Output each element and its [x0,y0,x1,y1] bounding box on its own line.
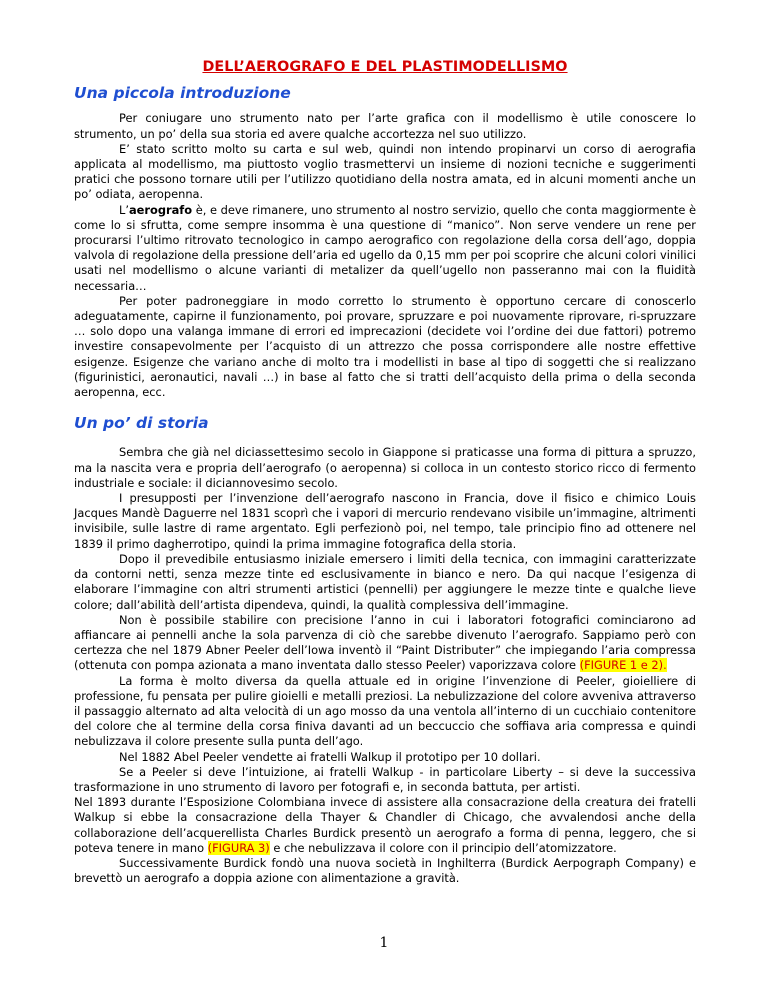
document-page [74,60,696,886]
paragraph-text: Nel 1893 durante l’Esposizione Colombiana invece di assistere alla consacrazione della creatura dei fratelli Walkup si ebbe la consacrazione della Thayer & Chandler di Chicago, che avvalendosi anche della collaborazione dell’acquerellista Charles Burdick presentò un aerografo a forma di penna, leggero, che si poteva tenere in mano [74,795,696,855]
paragraph: Per coniugare uno strumento nato per l’arte grafica con il modellismo è utile conoscere lo strumento, un po’ della sua storia ed avere qualche accortezza nel suo utilizzo. [74,111,696,141]
figure-reference: (FIGURE 1 e 2). [579,658,667,673]
paragraph: Dopo il prevedibile entusiasmo iniziale emersero i limiti della tecnica, con immagini caratterizzate da contorni netti, senza mezze tinte ed esclusivamente in bianco e nero. Da qui nacque l’esigenza di elaborare l’immagine con altri strumenti artistici (pennelli) per aggiungere le mezze tinte e qualche lieve colore; dall’abilità dell’artista dipendeva, quindi, la qualità complessiva dell’immagine. [74,551,696,612]
paragraph: I presupposti per l’invenzione dell’aerografo nascono in Francia, dove il fisico e chimico Louis Jacques Mandè Daguerre nel 1831 scoprì che i vapori di mercurio rendevano visibile un’immagine, altrimenti invisibile, sulle lastre di rame argentato. Egli perfezionò poi, nel tempo, tale principio fino ad ottenere nel 1839 il primo dagherrotipo, quindi la prima immagine fotografica della storia. [74,491,696,551]
document-title: DELL’AEROGRAFO E DEL PLASTIMODELLISMO [202,59,568,75]
page-number: 1 [379,935,389,951]
bold-term: aerografo [128,202,193,217]
figure-reference: (FIGURA 3) [207,840,270,855]
paragraph-text: e che nebulizzava il colore con il principio dell’atomizzatore. [269,840,617,855]
section-heading-storia: Un po’ di storia [74,414,209,433]
paragraph: Successivamente Burdick fondò una nuova società in Inghilterra (Burdick Aerpograph Company) e brevettò un aerografo a doppia azione con alimentazione a gravità. [74,855,696,886]
paragraph: E’ stato scritto molto su carta e sul web, quindi non intendo propinarvi un corso di aerografia applicata al modellismo, ma piuttosto voglio trasmettervi un insieme di nozioni tecniche e suggerimenti pratici che possono tornare utili per l’utilizzo quotidiano della nostra amata, ed in alcuni momenti anche un po’ odiata, aeropenna. [74,141,696,202]
paragraph: Per poter padroneggiare in modo corretto lo strumento è opportuno cercare di conoscerlo adeguatamente, capirne il funzionamento, poi provare, spruzzare e poi nuovamente riprovare, ri-spruzzare … solo dopo una valanga immane di errori ed imprecazioni (decidete voi l’ordine dei due fattori) potremo investire consapevolmente per l’acquisto di un attrezzo che possa corrispondere alle nostre effettive esigenze. Esigenze che variano anche di molto tra i modellisti in base al tipo di soggetti che si realizzano (figurinistici, aeronautici, navali …) in base al fatto che si tratti dell’acquisto della prima o della seconda aeropenna, ecc. [74,293,696,400]
paragraph [74,613,696,674]
paragraph-text: L’ [119,202,129,217]
paragraph: La forma è molto diversa da quella attuale ed in origine l’invenzione di Peeler, gioielliere di professione, fu pensata per pulire gioielli e metalli preziosi. La nebulizzazione del colore avveniva attraverso il passaggio alternato ad alta velocità di un ago mosso da una ventola all’interno di un cucchiaio contenitore del colore che al termine della corsa finiva davanti ad un beccuccio che soffiava aria compressa e quindi nebulizzava il colore presente sulla punta dell’ago. [74,673,696,749]
paragraph [74,203,696,294]
paragraph: Se a Peeler si deve l’intuizione, ai fratelli Walkup - in particolare Liberty – si deve la successiva trasformazione in uno strumento di lavoro per fotografi e, in seconda battuta, per artisti. [74,764,696,794]
paragraph-text: Non è possibile stabilire con precisione l’anno in cui i laboratori fotografici cominciarono ad affiancare ai pennelli anche la sola parvenza di ciò che sarebbe divenuto l’aerografo. Sappiamo però con certezza che nel 1879 Abner Peeler dell’Iowa inventò il “Paint Distributer” che impiegando l’aria compressa (ottenuta con pompa azionata a mano inventata dallo stesso Peeler) vaporizzava colore [74,612,696,673]
paragraph: Nel 1882 Abel Peeler vendette ai fratelli Walkup il prototipo per 10 dollari. [119,749,541,764]
section-heading-introduzione: Una piccola introduzione [74,84,291,103]
paragraph [74,795,696,856]
paragraph: Sembra che già nel diciassettesimo secolo in Giappone si praticasse una forma di pittura a spruzzo, ma la nascita vera e propria dell’aerografo (o aeropenna) si colloca in un contesto storico ricco di fermento industriale e sociale: il diciannovesimo secolo. [74,445,696,490]
paragraph-text: è, e deve rimanere, uno strumento al nostro servizio, quello che conta maggiormente è come lo si sfrutta, come sempre insomma è una questione di “manico”. Non serve vendere un rene per procurarsi l’ultimo ritrovato tecnologico in campo aerografico con regolazione della corsa dell’ago, doppia valvola di regolazione della pressione dell’aria ed ugello da 0,15 mm per poi scoprire che alcuni colori vinilici usati nel modellismo o alcune varianti di metalizer da quell’ugello non passeranno mai con la fluidità necessaria… [74,202,696,293]
